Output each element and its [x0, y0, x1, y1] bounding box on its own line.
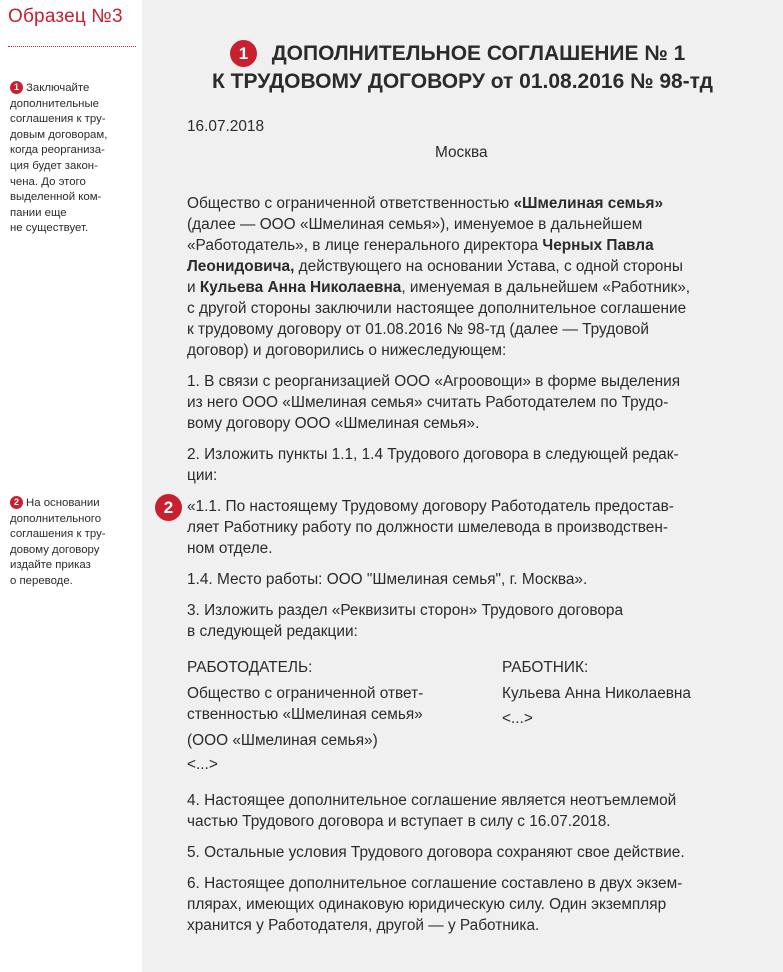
note-line: издайте приказ: [10, 559, 91, 572]
preamble-line: к трудовому договору от 01.08.2016 № 98-тд (далее — Трудовой: [187, 321, 649, 338]
document-city: Москва: [435, 144, 488, 161]
note-line: пании еще: [10, 206, 67, 219]
note-line: соглашения к тру-: [10, 113, 106, 126]
clause-4-line: 4. Настоящее дополнительное соглашение является неотъемлемой: [187, 792, 677, 809]
note-line: выделенной ком-: [10, 191, 102, 204]
clause-5-line: 5. Остальные условия Трудового договора сохраняют свое действие.: [187, 844, 685, 861]
preamble-line: с другой стороны заключили настоящее дополнительное соглашение: [187, 300, 687, 317]
note-line: 2 На основании: [10, 496, 135, 512]
clause-4-line: частью Трудового договора и вступает в силу с 16.07.2018.: [187, 813, 611, 830]
sample-title-divider: [8, 46, 136, 47]
employer-line: ственностью «Шмелиная семья»: [187, 706, 423, 723]
note-line: не существует.: [10, 222, 89, 235]
note-line: ция будет закон-: [10, 159, 98, 172]
preamble-line: Леонидовича, действующего на основании Устава, с одной стороны: [187, 258, 683, 275]
clause-6-line: плярах, имеющих одинаковую юридическую силу. Один экземпляр: [187, 896, 667, 913]
document-date: 16.07.2018: [187, 118, 265, 135]
note-line: дополнительного: [10, 512, 102, 525]
employee-ellipsis: <...>: [502, 710, 533, 727]
note-line: о переводе.: [10, 574, 73, 587]
sidebar-note-1: [10, 81, 135, 237]
clause-1-line: 1. В связи с реорганизацией ООО «Агроовощи» в форме выделения: [187, 373, 681, 390]
preamble-line: «Работодатель», в лице генерального директора Черных Павла: [187, 237, 654, 254]
note-line: чена. До этого: [10, 175, 86, 188]
employer-line: Общество с ограниченной ответ-: [187, 685, 424, 702]
annotation-badge-2: 2: [155, 494, 182, 521]
preamble-line: Общество с ограниченной ответственностью «Шмелиная семья»: [187, 195, 664, 212]
clause-2-line: ции:: [187, 467, 218, 484]
document-title-line-1: ДОПОЛНИТЕЛЬНОЕ СОГЛАШЕНИЕ № 1: [271, 42, 686, 65]
clause-2-4-line: 1.4. Место работы: ООО "Шмелиная семья", г. Москва».: [187, 571, 588, 588]
preamble-line: договор) и договорились о нижеследующем:: [187, 342, 507, 359]
note-line: довым договорам,: [10, 128, 108, 141]
employer-short-name: (ООО «Шмелиная семья»): [187, 732, 378, 749]
clause-2-line: 2. Изложить пункты 1.1, 1.4 Трудового договора в следующей редак-: [187, 446, 679, 463]
sample-title: Образец №3: [8, 6, 123, 27]
note-number-badge: 2: [10, 496, 23, 509]
sidebar-note-2: [10, 496, 135, 590]
clause-3-line: 3. Изложить раздел «Реквизиты сторон» Трудового договора: [187, 602, 624, 619]
employee-name: Кульева Анна Николаевна: [502, 685, 691, 702]
note-line: 1 Заключайте: [10, 81, 135, 97]
note-line: соглашения к тру-: [10, 528, 106, 541]
preamble-line: и Кульева Анна Николаевна, именуемая в дальнейшем «Работник»,: [187, 279, 691, 296]
document-page: [142, 0, 783, 972]
clause-1-line: из него ООО «Шмелиная семья» считать Работодателем по Трудо-: [187, 394, 669, 411]
annotation-badge-1: 1: [230, 40, 257, 67]
clause-2-1-line: «1.1. По настоящему Трудовому договору Работодатель предостав-: [187, 498, 674, 515]
note-line: когда реорганиза-: [10, 144, 105, 157]
note-number-badge: 1: [10, 81, 23, 94]
note-line: довому договору: [10, 543, 100, 556]
preamble-line: (далее — ООО «Шмелиная семья»), именуемое в дальнейшем: [187, 216, 643, 233]
sidebar: [0, 0, 142, 972]
employer-ellipsis: <...>: [187, 756, 218, 773]
clause-6-line: хранится у Работодателя, другой — у Работника.: [187, 917, 540, 934]
employee-heading: РАБОТНИК:: [502, 659, 589, 676]
clause-2-1-line: ном отделе.: [187, 540, 273, 557]
clause-3-line: в следующей редакции:: [187, 623, 358, 640]
clause-6-line: 6. Настоящее дополнительное соглашение составлено в двух экзем-: [187, 875, 683, 892]
note-line: дополнительные: [10, 97, 99, 110]
clause-1-line: вому договору ООО «Шмелиная семья».: [187, 415, 480, 432]
document-title-line-2: К ТРУДОВОМУ ДОГОВОРУ от 01.08.2016 № 98-тд: [211, 70, 714, 93]
employer-heading: РАБОТОДАТЕЛЬ:: [187, 659, 313, 676]
clause-2-1-line: ляет Работнику работу по должности шмелевода в производствен-: [187, 519, 668, 536]
